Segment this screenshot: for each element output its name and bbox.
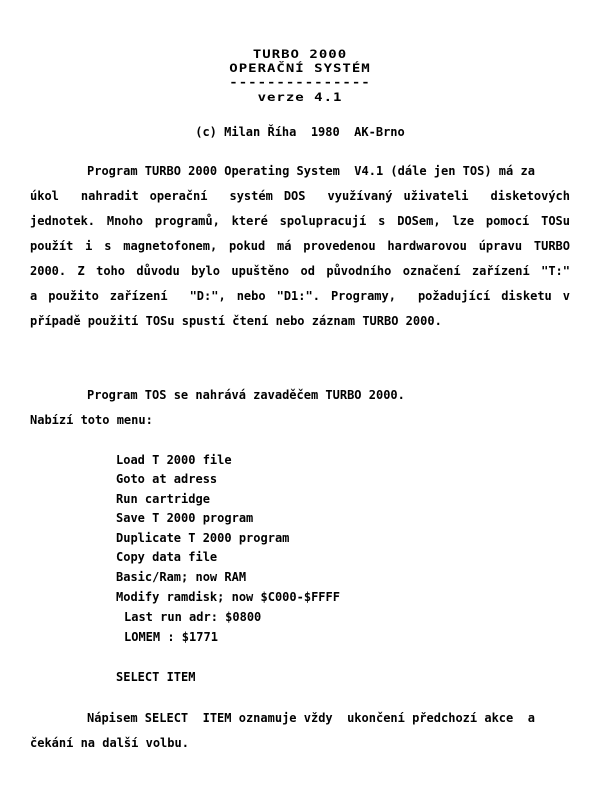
intro-line-6: a použito zařízení "D:", nebo "D1:". Programy, požadující disketu v <box>30 289 570 303</box>
intro-line-4: použít i s magnetofonem, pokud má provedenou hardwarovou úpravu TURBO <box>30 239 570 253</box>
title-line-2: OPERAČNÍ SYSTÉM <box>229 62 371 76</box>
closing-line-1: Nápisem SELECT ITEM oznamuje vždy ukončení předchozí akce a <box>87 711 535 725</box>
intro-line-2: úkol nahradit operační systém DOS využívaný uživateli disketových <box>30 189 570 203</box>
intro-line-1: Program TURBO 2000 Operating System V4.1 (dále jen TOS) má za <box>87 164 535 178</box>
menu-item: Goto at adress <box>116 472 218 486</box>
menu-intro-line-1: Program TOS se nahrává zavaděčem TURBO 2000. <box>87 388 405 402</box>
last-run-address: Last run adr: $0800 <box>124 610 262 624</box>
menu-item: Save T 2000 program <box>116 511 254 525</box>
menu-item: Load T 2000 file <box>116 453 232 467</box>
copyright-line: (c) Milan Říha 1980 AK-Brno <box>195 125 405 139</box>
lomem-value: LOMEM : $1771 <box>124 630 218 644</box>
intro-line-5: 2000. Z toho důvodu bylo upuštěno od původního označení zařízení "T:" <box>30 264 570 278</box>
menu-intro-line-2: Nabízí toto menu: <box>30 413 153 427</box>
select-item-prompt: SELECT ITEM <box>116 670 196 684</box>
version-line: verze 4.1 <box>257 91 343 105</box>
menu-item: Duplicate T 2000 program <box>116 531 290 545</box>
menu-item: Copy data file <box>116 550 218 564</box>
menu-item: Modify ramdisk; now $C000-$FFFF <box>116 590 340 604</box>
menu-item: Basic/Ram; now RAM <box>116 570 247 584</box>
intro-line-7: případě použití TOSu spustí čtení nebo záznam TURBO 2000. <box>30 314 442 328</box>
closing-line-2: čekání na další volbu. <box>30 736 189 750</box>
menu-item: Run cartridge <box>116 492 210 506</box>
intro-line-3: jednotek. Mnoho programů, které spolupracují s DOSem, lze pomocí TOSu <box>30 214 570 228</box>
title-rule: --------------- <box>229 76 371 90</box>
title-line-1: TURBO 2000 <box>252 48 348 62</box>
